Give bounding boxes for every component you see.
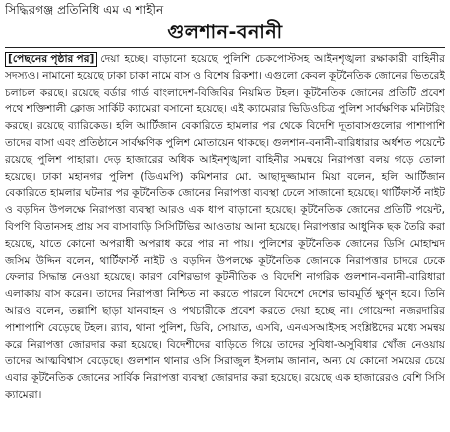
headline-divider (5, 47, 445, 48)
byline: সিদ্ধিরগঞ্জ প্রতিনিধি এম এ শাহীন (5, 3, 164, 17)
article-body (5, 51, 445, 415)
continued-marker: [পেছনের পৃষ্ঠার পর] (5, 52, 97, 67)
headline: গুলশান-বনানী (167, 21, 283, 43)
article-body-text: দেয়া হচ্ছে। বাড়ানো হয়েছে পুলিশি চেকপোস্টসহ আইনশৃঙ্খলা রক্ষাকারী বাহিনীর সদস্যও। নামানো হয়েছে ঢাকা চাকা নামে বাস ও বিশেষ রিকশা। এগুলো কেবল কূটনৈতিক জোনের ভিতরেই চলাচল করছে। রয়েছে বর্ডার গার্ড বাংলাদেশ-বিজিবির নিয়মিত টহল। কূটনৈতিক জোনের প্রতিটি প্রবেশ পথে শক্তিশালী ক্লোজ সার্কিট ক্যামেরা বসানো হয়েছে। এই ক্যামেরার ভিডিওচিত্র পুলিশ সার্বক্ষণিক মনিটরিং করছে। রয়েছে ব্যারিকেড। হলি আর্টিজান বেকারিতে হামলার পর থেকে বিদেশি দূতাবাসগুলোর পাশাপাশি তাদের বাসা এবং প্রতিষ্ঠানে সার্বক্ষণিক পুলিশ মোতায়েন থাকছে। গুলশান-বনানী-বারিধারার অর্ধশত পয়েন্টে রয়েছে পুলিশ পাহারা। দেড় হাজারের অধিক আইনশৃঙ্খলা বাহিনীর সমন্বয়ে নিরাপত্তা বলয় গড়ে তোলা হয়েছে। ঢাকা মহানগর পুলিশ (ডিএমপি) কমিশনার মো. আছাদুজ্জামান মিয়া বলেন, হলি আর্টিজান বেকারিতে হামলার ঘটনার পর কূটনৈতিক জোনের নিরাপত্তা ব্যবস্থা ঢেলে সাজানো হয়েছে। থার্টিফার্স্ট নাইট ও বড়দিন উপলক্ষে নিরাপত্তা ব্যবস্থা আরও এক ধাপ বাড়ানো হয়েছে। কূটনৈতিক জোনের প্রতিটি পয়েন্ট, বিপণি বিতানসহ প্রায় সব বাসাবাড়ি সিসিটিভির আওতায় আনা হয়েছে। নিরাপত্তার আধুনিক ছক তৈরি করা হয়েছে, যাতে কোনো অপরাধী অপরাধ করে পার না পায়। পুলিশের কূটনৈতিক জোনের ডিসি মোহাম্মদ জসিম উদ্দিন বলেন, থার্টিফার্স্ট নাইট ও বড়দিন উপলক্ষে কূটনৈতিক জোনকে নিরাপত্তার চাদরে ঢেকে ফেলার সিদ্ধান্ত নেওয়া হয়েছে। কারণ বেশিরভাগ কূটনীতিক ও বিদেশি নাগরিক গুলশান-বনানী-বারিধারা এলাকায় বাস করেন। তাদের নিরাপত্তা নিশ্চিত না করতে পারলে বিদেশে দেশের ভাবমূর্তি ক্ষুণ্ন হবে। তিনি আরও বলেন, তল্লাশি ছাড়া যানবাহন ও পথচারীকে প্রবেশ করতে দেয়া হচ্ছে না। গোয়েন্দা নজরদারির পাশাপাশি বেড়েছে টহল। র‍্যাব, থানা পুলিশ, ডিবি, সোয়াত, এসবি, এনএসআইসহ সংশ্লিষ্টদের মধ্যে সমন্বয় করে নিরাপত্তা জোরদার করা হয়েছে। বিদেশীদের বাড়িতে গিয়ে তাদের সুবিধা-অসুবিধার খোঁজ নেওয়ায় তাদের আত্মবিশ্বাস বেড়েছে। গুলশান থানার ওসি সিরাজুল ইসলাম জানান, অন্য যে কোনো সময়ের চেয়ে এবার কূটনৈতিক জোনের সার্বিক নিরাপত্তা ব্যবস্থা জোরদার করা হয়েছে। রয়েছে এক হাজারেরও বেশি সিসি ক্যামেরা। (5, 53, 445, 401)
